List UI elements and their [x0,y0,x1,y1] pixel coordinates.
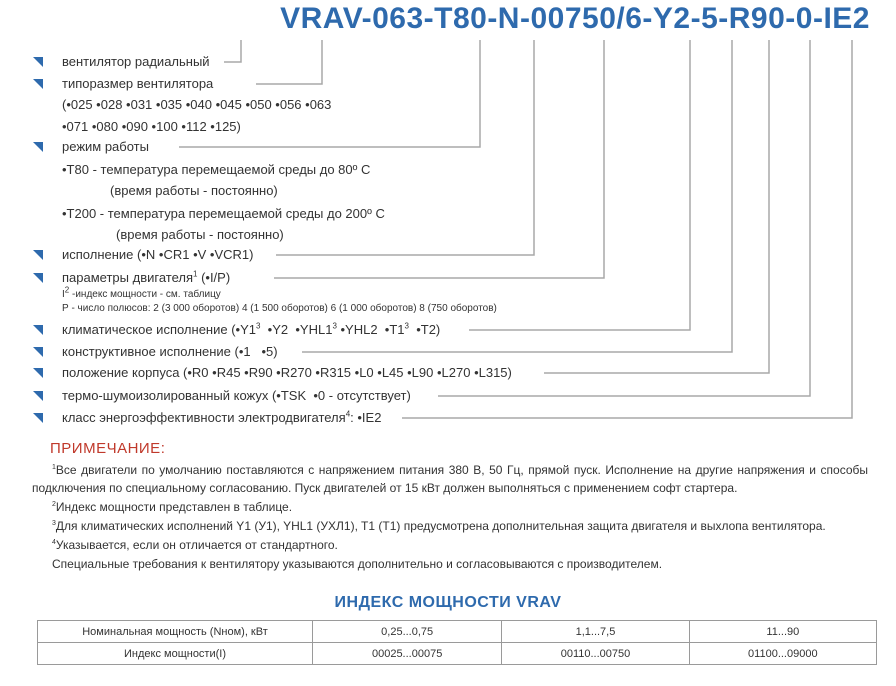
table-cell: 0,25...0,75 [313,621,502,643]
notes-block [32,461,868,574]
item-execution: исполнение (•N •CR1 •V •VCR1) [62,247,254,262]
motor-index-text: -индекс мощности - см. таблицу [69,289,221,300]
item-fan: вентилятор радиальный [62,54,210,69]
item-size-values-1: (•025 •028 •031 •035 •040 •045 •050 •056 •063 [62,97,332,112]
item-mode: режим работы [62,139,149,154]
note-1-ref: 1 [52,464,56,471]
table-cell: 00110...00750 [502,643,689,665]
connector-energy [402,40,852,418]
table-cell: 1,1...7,5 [502,621,689,643]
item-mode-t80-note: (время работы - постоянно) [110,183,278,198]
table-cell: Номинальная мощность (Nном), кВт [38,621,313,643]
note-2-text: Индекс мощности представлен в таблице. [55,500,293,514]
motor-index-prefix: I [62,289,65,300]
motor-label-tail: (•I/P) [197,270,231,285]
note-3 [32,517,868,535]
table-cell: 11...90 [689,621,876,643]
connector-climate [469,40,690,330]
note-4-ref: 4 [52,539,56,546]
energy-label-tail: : •IE2 [350,410,382,425]
table-row [38,621,877,643]
connector-size [256,40,322,84]
table-cell: 01100...09000 [689,643,876,665]
note-2-ref: 2 [52,501,56,508]
climate-part-b: •Y2 •YHL1 [260,322,333,337]
item-climate [62,322,440,338]
item-mode-t200: •Т200 - температура перемещаемой среды до 200º С [62,206,385,221]
connector-fan [224,40,241,62]
climate-part-d: •T2) [408,322,441,337]
item-motor-index [62,285,221,301]
model-code: VRAV-063-T80-N-00750/6-Y2-5-R90-0-IE2 [280,2,870,35]
item-casing: термо-шумоизолированный кожух (•TSK •0 - отсутствует) [62,388,411,403]
item-size-values-2: •071 •080 •090 •100 •112 •125) [62,119,241,134]
energy-footnote-ref: 4 [345,409,351,419]
item-size: типоразмер вентилятора [62,76,214,91]
energy-label: класс энергоэффективности электродвигателя [62,410,346,425]
table-title: ИНДЕКС МОЩНОСТИ VRAV [334,594,562,611]
power-index-table [37,620,877,665]
table-cell: Индекс мощности(I) [38,643,313,665]
note-1 [32,461,868,497]
climate-part-c: •YHL2 •T1 [336,322,405,337]
item-energy [62,410,381,426]
item-motor-poles: Р - число полюсов: 2 (3 000 оборотов) 4 (1 500 оборотов) 6 (1 000 оборотов) 8 (750 оборотов) [62,303,497,314]
climate-part-a: климатическое исполнение (•Y1 [62,322,256,337]
climate-footnote-ref-1: 3 [256,321,261,331]
motor-footnote-ref: 1 [193,269,198,279]
connector-position [544,40,769,373]
item-construct: конструктивное исполнение (•1 •5) [62,344,278,359]
note-title: ПРИМЕЧАНИЕ: [50,440,166,457]
table-row [38,643,877,665]
item-mode-t80: •Т80 - температура перемещаемой среды до 80º С [62,162,371,177]
table-cell: 00025...00075 [313,643,502,665]
item-position: положение корпуса (•R0 •R45 •R90 •R270 •R315 •L0 •L45 •L90 •L270 •L315) [62,365,512,380]
item-motor [62,270,230,286]
note-5-text: Специальные требования к вентилятору указываются дополнительно и согласовываются с производителем. [52,557,663,571]
note-2 [32,498,868,516]
note-3-text: Для климатических исполнений Y1 (У1), YHL1 (УХЛ1), T1 (Т1) предусмотрена дополнительная защита двигателя и выхлопа вентилятора. [55,519,826,533]
motor-label: параметры двигателя [62,270,193,285]
item-mode-t200-note: (время работы - постоянно) [116,227,284,242]
climate-footnote-ref-2: 3 [332,321,337,331]
note-4-text: Указывается, если он отличается от стандартного. [55,538,338,552]
note-3-ref: 3 [52,520,56,527]
note-5 [32,555,868,573]
climate-footnote-ref-3: 3 [404,321,409,331]
note-4 [32,536,868,554]
connector-motor [274,40,604,278]
connector-casing [438,40,810,396]
note-1-text: Все двигатели по умолчанию поставляются с напряжением питания 380 В, 50 Гц, прямой пуск. Исполнение на другие напряжения и способы подключения по специальному согласованию. Пуск двигателей от 15 кВт должен выполняться с применением софт стартера. [32,463,868,495]
motor-index-footnote-ref: 2 [64,285,70,295]
